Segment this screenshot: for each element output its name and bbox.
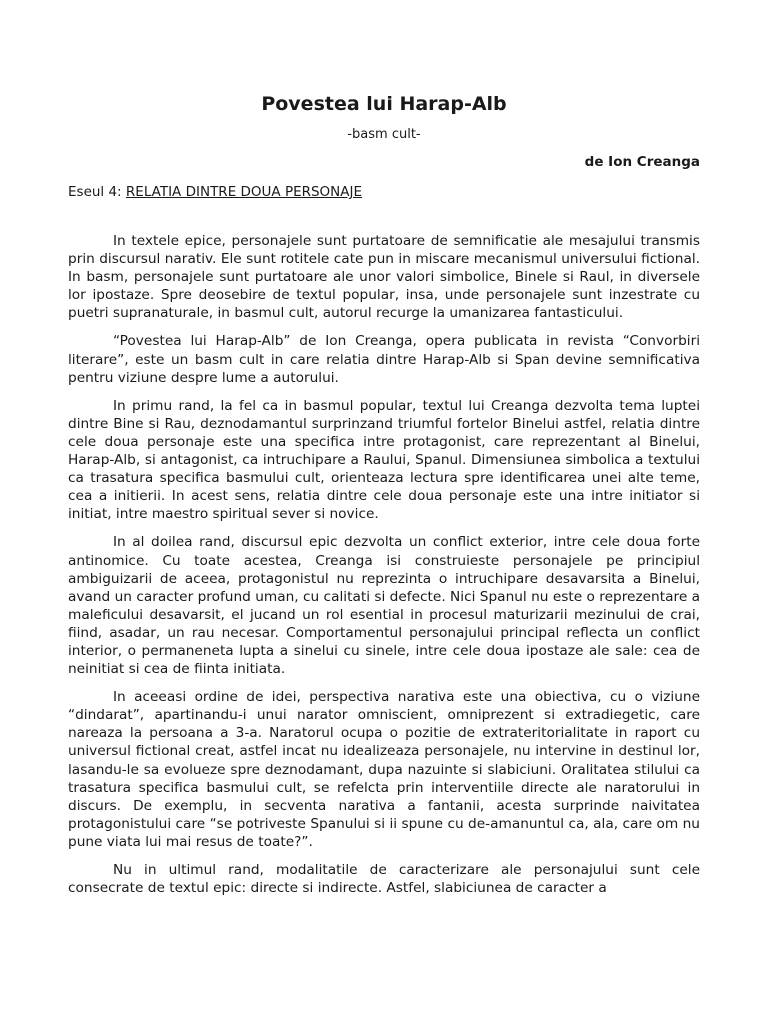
essay-label: Eseul 4:: [68, 184, 122, 200]
paragraph-3: In primu rand, la fel ca in basmul popular, textul lui Creanga dezvolta tema luptei dintre Bine si Rau, deznodamantul surprinzand triumful fortelor Binelui astfel, relatia dintre cele doua personaje este una specifica intre protagonist, care reprezentant al Binelui, Harap-Alb, si antagonist, ca intruchipare a Raului, Spanul. Dimensiunea simbolica a textului ca trasatura specifica basmului cult, orienteaza lectura spre identificarea unei alte teme, cea a initierii. In acest sens, relatia dintre cele doua personaje este una intre initiator si initiat, intre maestro spiritual sever si novice.: [68, 397, 700, 523]
paragraph-6: Nu in ultimul rand, modalitatile de caracterizare ale personajului sunt cele consecrate de textul epic: directe si indirecte. Astfel, slabiciunea de caracter a: [68, 862, 700, 897]
essay-topic: RELATIA DINTRE DOUA PERSONAJE: [125, 184, 363, 200]
paragraph-4: In al doilea rand, discursul epic dezvolta un conflict exterior, intre cele doua forte antinomice. Cu toate acestea, Creanga isi construieste personajele pe principiul ambiguizarii de aceea, protagonistul nu reprezinta o intruchipare desavarsita a Binelui, avand un caracter profund uman, cu calitati si defecte. Nici Spanul nu este o reprezentare a maleficului desavarsit, el jucand un rol esential in procesul maturizarii mezinului de crai, fiind, asadar, un rau necesar. Comportamentul personajului principal reflecta un conflict interior, o permaneneta lupta a sinelui cu sinele, intre cele doua ipostaze ale sale: cea de neinitiat si cea de fiinta initiata.: [68, 534, 700, 678]
document-title: Povestea lui Harap-Alb: [261, 93, 507, 115]
document-body: [68, 232, 700, 897]
essay-heading: [68, 182, 700, 202]
paragraph-5: In aceeasi ordine de idei, perspectiva narativa este una obiectiva, cu o viziune “dindarat”, apartinandu-i unui narator omniscient, omniprezent si extradiegetic, care nareaza la persoana a 3-a. Naratorul ocupa o pozitie de extrateritorialitate in raport cu universul fictional creat, astfel incat nu idealizeaza personajele, nu intervine in destinul lor, lasandu-le sa evolueze spre deznodamant, dupa nazuinte si slabiciuni. Oralitatea stilului ca trasatura specifica basmului cult, se refelcta prin interventiile directe ale naratorului in discurs. De exemplu, in secventa narativa a fantanii, acesta surprinde naivitatea protagonistului care “se potriveste Spanului si ii spune cu de-amanuntul ca, ala, care om nu pune viata lui mai resus de toate?”.: [68, 689, 700, 850]
paragraph-2: “Povestea lui Harap-Alb” de Ion Creanga, opera publicata in revista “Convorbiri literare”, este un basm cult in care relatia dintre Harap-Alb si Span devine semnificativa pentru viziune despre lume a autorului.: [68, 333, 700, 386]
document-subtitle: -basm cult-: [347, 127, 421, 142]
paragraph-1: In textele epice, personajele sunt purtatoare de semnificatie ale mesajului transmis prin discursul narativ. Ele sunt rotitele cate pun in miscare mecanismul universului fictional. In basm, personajele sunt purtatoare ale unor valori simbolice, Binele si Raul, in diversele lor ipostaze. Spre deosebire de textul popular, insa, unde personajele sunt inzestrate cu puetri supranaturale, in basmul cult, autorul recurge la umanizarea fantasticului.: [68, 233, 700, 322]
document-page: [68, 90, 700, 907]
document-author: de Ion Creanga: [584, 154, 700, 170]
